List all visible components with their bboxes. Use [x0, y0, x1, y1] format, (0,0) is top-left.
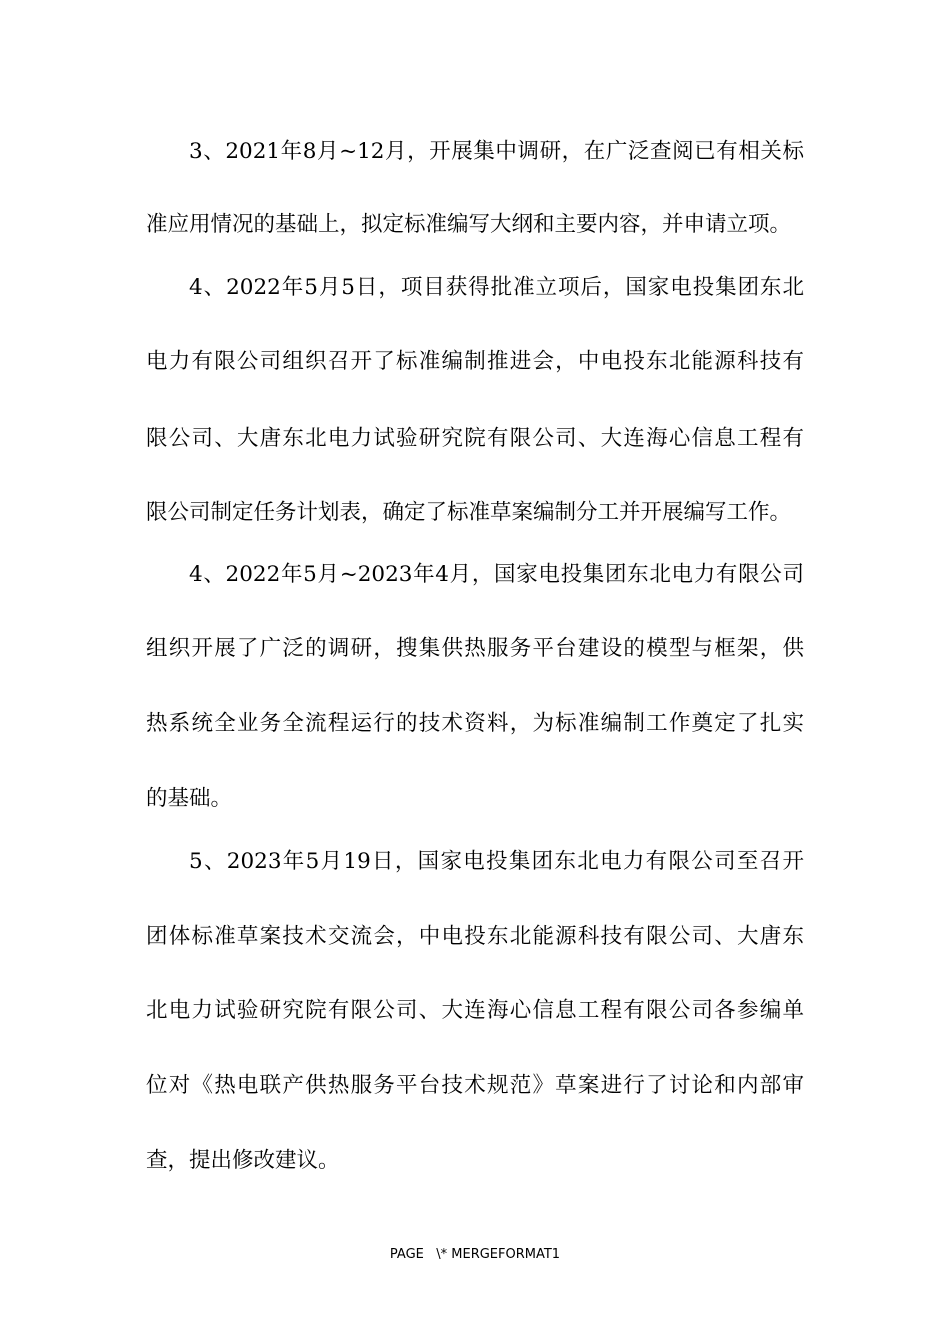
paragraph-4-line-3: 北电力试验研究院有限公司、大连海心信息工程有限公司各参编单: [146, 998, 804, 1023]
paragraph-3-line-3: 热系统全业务全流程运行的技术资料，为标准编制工作奠定了扎实: [146, 711, 804, 736]
paragraph-4-line-1: 5、2023年5月19日，国家电投集团东北电力有限公司至召开: [189, 849, 804, 874]
paragraph-4-line-5: 查，提出修改建议。: [146, 1148, 340, 1173]
paragraph-3-line-2: 组织开展了广泛的调研，搜集供热服务平台建设的模型与框架，供: [146, 636, 804, 661]
paragraph-2-line-1: 4、2022年5月5日，项目获得批准立项后，国家电投集团东北: [189, 275, 804, 300]
paragraph-2-line-4: 限公司制定任务计划表，确定了标准草案编制分工并开展编写工作。: [146, 500, 792, 525]
paragraph-4-line-2: 团体标准草案技术交流会，中电投东北能源科技有限公司、大唐东: [146, 924, 804, 949]
paragraph-3-line-4: 的基础。: [146, 786, 233, 811]
paragraph-1-line-2: 准应用情况的基础上，拟定标准编写大纲和主要内容，并申请立项。: [146, 212, 792, 237]
paragraph-3-line-1: 4、2022年5月~2023年4月，国家电投集团东北电力有限公司: [189, 562, 804, 587]
paragraph-1-line-1: 3、2021年8月~12月，开展集中调研，在广泛查阅已有相关标: [189, 139, 804, 164]
paragraph-4-line-4: 位对《热电联产供热服务平台技术规范》草案进行了讨论和内部审: [146, 1073, 804, 1098]
paragraph-2-line-2: 电力有限公司组织召开了标准编制推进会，中电投东北能源科技有: [146, 349, 804, 374]
page-footer: PAGE \* MERGEFORMAT1: [389, 1247, 561, 1262]
paragraph-2-line-3: 限公司、大唐东北电力试验研究院有限公司、大连海心信息工程有: [146, 426, 804, 451]
